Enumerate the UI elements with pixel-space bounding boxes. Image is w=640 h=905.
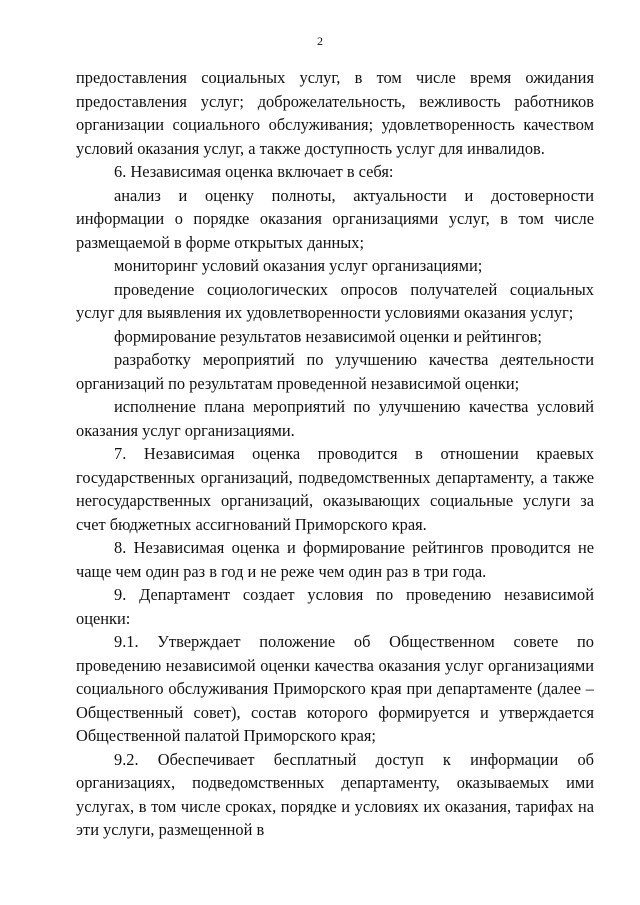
paragraph-surveys: проведение социологических опросов получателей социальных услуг для выявления их удовлетворенности условиями оказания услуг; [76,279,594,322]
paragraph-analysis: анализ и оценку полноты, актуальности и достоверности информации о порядке оказания организациями услуг, в том числе размещаемой в форме открытых данных; [76,185,594,252]
paragraph-measures: разработку мероприятий по улучшению качества деятельности организаций по результатам проведенной независимой оценки; [76,350,594,393]
paragraph-monitoring: мониторинг условий оказания услуг организациями; [114,256,483,275]
paragraph-continuation: предоставления социальных услуг, в том числе время ожидания предоставления услуг; доброжелательность, вежливость работников организации социального обслуживания; удовлетворенность качеством условий оказания услуг, а также доступность услуг для инвалидов. [76,68,594,158]
paragraph-plan-execution: исполнение плана мероприятий по улучшению качества условий оказания услуг организациями. [76,397,594,440]
paragraph-item-7: 7. Независимая оценка проводится в отношении краевых государственных организаций, подведомственных департаменту, а также негосударственных организаций, оказывающих социальные услуги за счет бюджетных ассигнований Приморского края. [76,444,594,534]
paragraph-item-9: 9. Департамент создает условия по проведению независимой оценки: [76,585,594,628]
document-body [76,66,594,842]
paragraph-ratings: формирование результатов независимой оценки и рейтингов; [114,326,542,346]
page-number: 2 [317,34,323,48]
paragraph-item-8: 8. Независимая оценка и формирование рейтингов проводится не чаще чем один раз в год и не реже чем один раз в три года. [76,538,594,581]
paragraph-item-9-1: 9.1. Утверждает положение об Общественном совете по проведению независимой оценки качества оказания услуг организациями социального обслуживания Приморского края при департаменте (далее – Общественный совет), состав которого формируется и утверждается Общественной палатой Приморского края; [76,632,594,745]
paragraph-item-6: 6. Независимая оценка включает в себя: [114,162,394,181]
paragraph-item-9-2: 9.2. Обеспечивает бесплатный доступ к информации об организациях, подведомственных департаменту, оказываемых ими услугах, в том числе сроках, порядке и условиях их оказания, тарифах на эти услуги, размещенной в [76,749,594,839]
